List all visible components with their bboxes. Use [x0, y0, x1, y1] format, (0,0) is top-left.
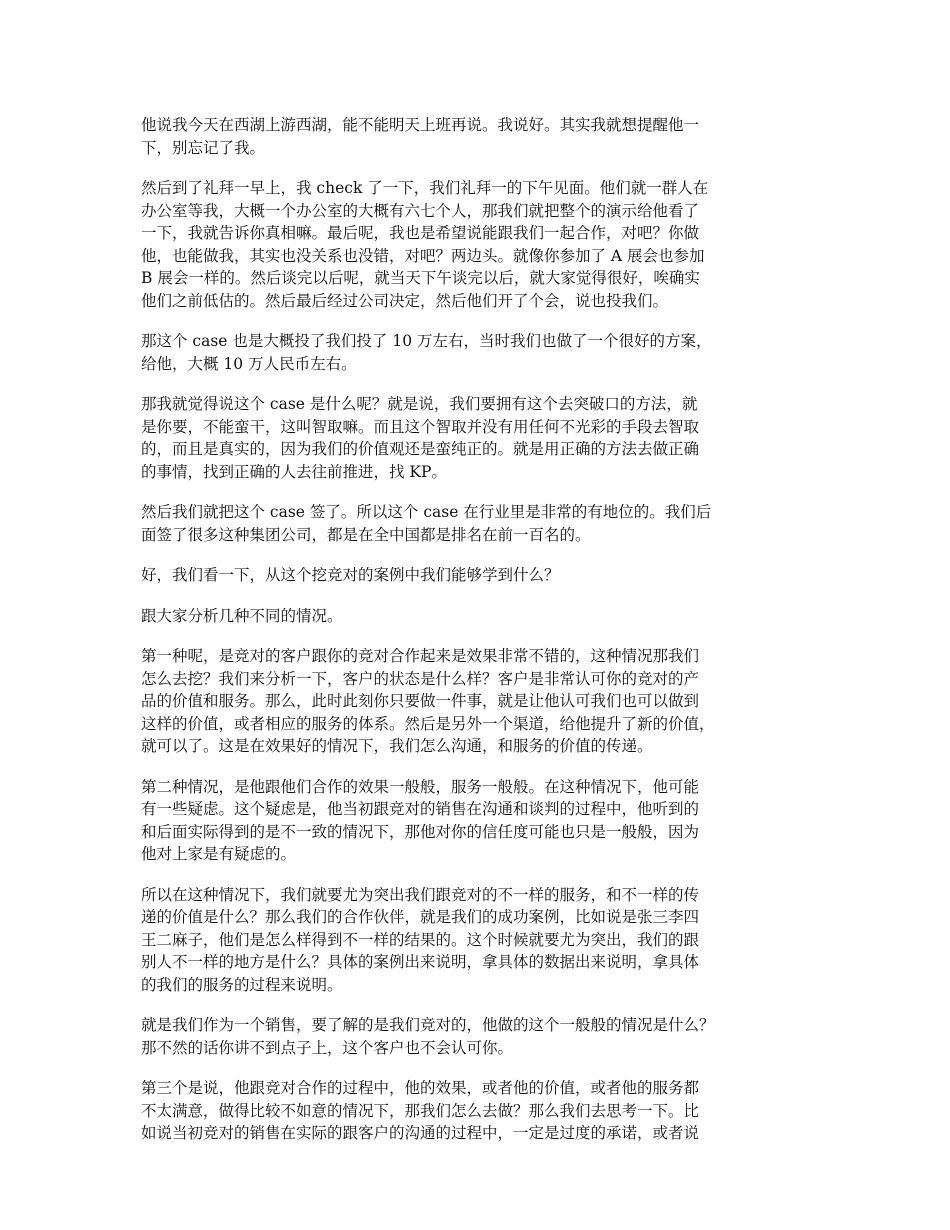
paragraph: 跟大家分析几种不同的情况。 [141, 606, 343, 625]
paragraph: 第二种情况，是他跟他们合作的效果一般般，服务一般般。在这种情况下，他可能 有一些疑虑。这个疑虑是，他当初跟竞对的销售在沟通和谈判的过程中，他听到的 和后面实际得到的是不一致的情况下，那他对你的信任度可能也只是一般般，因为 他对上家是有疑虑的。 [141, 777, 700, 863]
paragraph: 就是我们作为一个销售，要了解的是我们竞对的，他做的这个一般般的情况是什么？ 那不然的话你讲不到点子上，这个客户也不会认可你。 [141, 1016, 715, 1057]
paragraph: 然后到了礼拜一早上，我 check 了一下，我们礼拜一的下午见面。他们就一群人在 办公室等我，大概一个办公室的大概有六七个人，那我们就把整个的演示给他看了 一下，我就告诉你真相嘛。最后呢，我也是希望说能跟我们一起合作，对吧？你做 他，也能做我，其实也没关系也没错，对吧？两边头。就像你参加了 A 展会也参加 B 展会一样的。然后谈完以后呢，就当天下午谈完以后，就大家觉得很好，唉确实 他们之前低估的。然后最后经过公司决定，然后他们开了个会，说也投我们。 [141, 179, 709, 310]
paragraph: 第三个是说，他跟竞对合作的过程中，他的效果，或者他的价值，或者他的服务都 不太满意，做得比较不如意的情况下，那我们怎么去做？那么我们去思考一下。比 如说当初竞对的销售在实际的跟客户的沟通的过程中，一定是过度的承诺，或者说 [141, 1079, 700, 1142]
paragraph: 第一种呢，是竞对的客户跟你的竞对合作起来是效果非常不错的，这种情况那我们 怎么去挖？我们来分析一下，客户的状态是什么样？客户是非常认可你的竞对的产 品的价值和服务。那么，此时此刻你只要做一件事，就是让他认可我们也可以做到 这样的价值，或者相应的服务的体系。然后是另外一个渠道，给他提升了新的价值， 就可以了。这是在效果好的情况下，我们怎么沟通，和服务的价值的传递。 [141, 647, 715, 755]
paragraph: 然后我们就把这个 case 签了。所以这个 case 在行业里是非常的有地位的。我们后 面签了很多这种集团公司，都是在全中国都是排名在前一百名的。 [141, 503, 712, 544]
paragraph: 所以在这种情况下，我们就要尤为突出我们跟竞对的不一样的服务，和不一样的传 递的价值是什么？那么我们的合作伙伴，就是我们的成功案例，比如说是张三李四 王二麻子，他们是怎么样得到不一样的结果的。这个时候就要尤为突出，我们的跟 别人不一样的地方是什么？具体的案例出来说明，拿具体的数据出来说明，拿具体 的我们的服务的过程来说明。 [141, 885, 700, 994]
paragraph: 他说我今天在西湖上游西湖，能不能明天上班再说。我说好。其实我就想提醒他一 下，别忘记了我。 [141, 116, 700, 157]
document-page [141, 114, 821, 1163]
paragraph: 那这个 case 也是大概投了我们投了 10 万左右，当时我们也做了一个很好的方案， 给他，大概 10 万人民币左右。 [141, 332, 712, 373]
paragraph: 那我就觉得说这个 case 是什么呢？就是说，我们要拥有这个去突破口的方法，就 是你要，不能蛮干，这叫智取嘛。而且这个智取并没有用任何不光彩的手段去智取 的，而且是真实的，因为我们的价值观还是蛮纯正的。就是用正确的方法去做正确 的事情，找到正确的人去往前推进，找 KP。 [141, 395, 700, 481]
paragraph: 好，我们看一下，从这个挖竞对的案例中我们能够学到什么？ [141, 566, 560, 584]
